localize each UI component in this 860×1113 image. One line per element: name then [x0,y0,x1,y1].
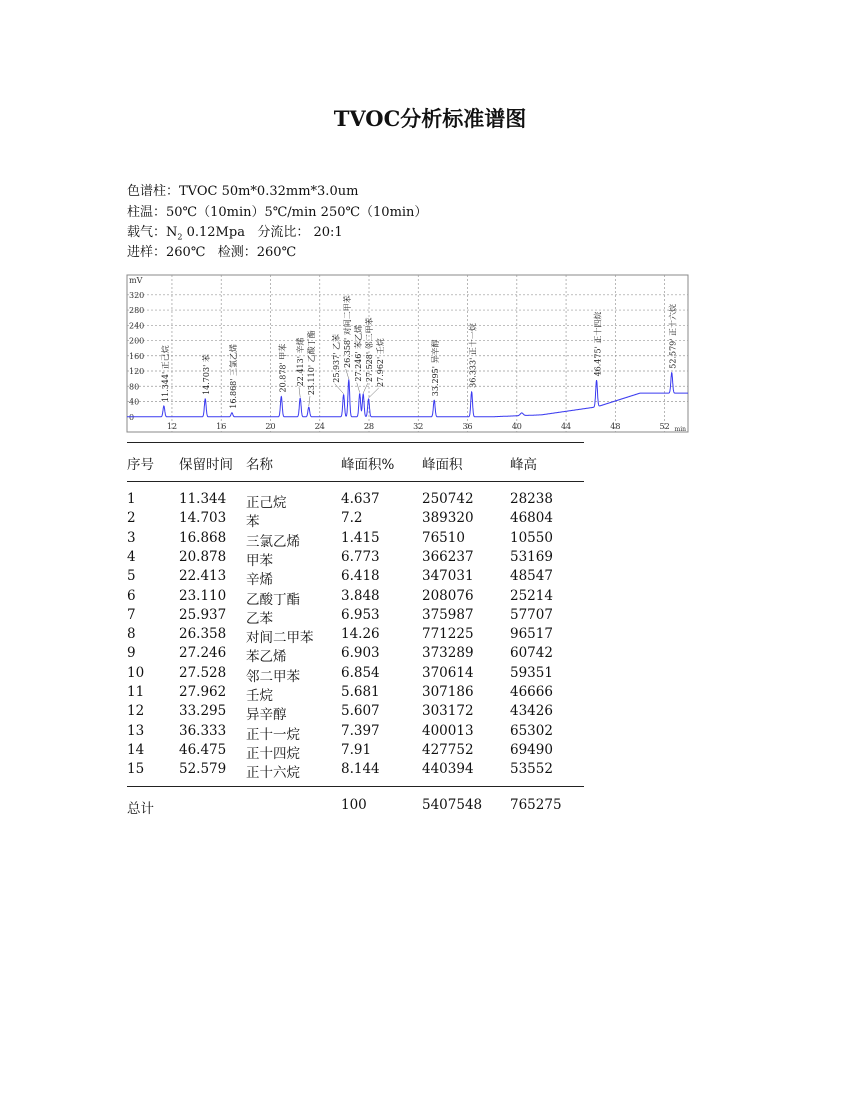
x-tick-label: 52 [659,422,670,431]
table-cell: 6.773 [341,548,380,565]
peak-label [201,354,211,395]
table-cell: 异辛醇 [246,707,287,724]
column-header: 序号 [127,457,154,473]
table-cell: 375987 [422,606,474,623]
peak-rt: 25.937 [331,354,341,383]
table-cell: 28238 [510,491,553,507]
peak-rt: 46.475 [593,348,603,377]
peak-label [295,338,305,387]
peak-name: 正己烷 [160,345,170,370]
table-cell: 7.2 [341,510,363,527]
table-cell: 400013 [422,722,474,739]
column-header: 峰面积 [422,457,463,473]
table-cell: 6 [127,587,136,604]
table-cell: 26.358 [179,626,227,643]
peak-label [668,304,678,369]
table-cell: 46804 [510,510,553,527]
y-tick-label: 240 [129,321,145,331]
peak-prime: ' [375,354,385,359]
table-cell: 10 [127,664,145,681]
y-tick-label: 320 [129,290,145,300]
table-cell: 乙苯 [246,610,273,627]
table-cell: 13 [127,722,145,739]
table-cell: 正己烷 [246,495,287,511]
inlet-info: 进样：260℃ 检测：260℃ [127,245,297,260]
table-cell: 正十一烷 [246,726,300,743]
peak-label [277,344,287,393]
table-cell: 33.295 [179,703,227,720]
table-cell: 3 [127,529,136,546]
x-tick-label: 36 [462,422,473,431]
table-cell: 25.937 [179,606,227,623]
y-axis-label: mV [129,276,143,285]
x-tick-label: 32 [413,422,424,431]
peak-prime: ' [278,359,288,365]
table-top-rule [127,442,584,443]
table-cell: 9 [127,645,136,662]
y-tick-label: 120 [129,367,145,377]
x-tick-label: 20 [265,422,276,431]
table-cell: 366237 [422,548,474,565]
table-cell: 440394 [422,761,474,778]
table-cell: 12 [127,703,145,720]
table-cell: 27.246 [179,645,227,662]
table-cell: 7.397 [341,722,380,739]
y-tick-label: 0 [129,412,135,422]
peak-name: 乙苯 [331,334,341,351]
table-cell: 36.333 [179,722,227,739]
table-cell: 46.475 [179,741,227,758]
peak-rt: 26.358 [342,339,352,368]
table-cell: 5 [127,568,136,585]
table-cell: 对间二甲苯 [246,630,314,647]
table-cell: 1 [127,491,136,507]
peak-prime: ' [431,363,441,369]
peak-rt: 14.703 [202,366,212,395]
table-cell: 27.528 [179,664,227,681]
peak-label [228,344,238,409]
table-cell: 65302 [510,722,553,739]
table-cell: 1.415 [341,529,380,546]
table-cell: 7.91 [341,741,372,758]
table-cell: 59351 [510,664,553,681]
peak-rt: 27.962 [375,358,385,387]
table-cell: 76510 [422,529,465,546]
peak-label [430,339,440,396]
column-header: 保留时间 [179,457,233,473]
total-cell: 5407548 [422,797,483,813]
table-cell: 5.681 [341,684,380,700]
table-cell: 4 [127,548,136,565]
table-cell: 14 [127,741,145,758]
peak-prime: ' [342,335,352,340]
table-cell: 370614 [422,664,474,681]
table-cell: 11 [127,684,145,700]
table-cell: 57707 [510,606,553,623]
peak-rt: 52.579 [668,340,678,369]
peak-prime: ' [228,375,238,381]
peak-name: 三氯乙烯 [228,343,238,376]
table-cell: 7 [127,606,136,623]
peak-rt: 27.246 [353,353,363,382]
peak-name: 辛烯 [295,337,305,354]
table-cell: 11.344 [179,491,227,507]
table-cell: 771225 [422,626,474,643]
table-cell: 正十四烷 [246,745,300,762]
table-cell: 乙酸丁酯 [246,591,300,608]
table-cell: 69490 [510,741,553,758]
column-info: 色谱柱：TVOC 50m*0.32mm*3.0um [127,184,359,199]
table-cell: 苯乙烯 [246,649,287,666]
table-cell: 邻二甲苯 [246,668,300,685]
x-axis-label: min [674,426,686,433]
total-cell: 765275 [510,797,562,813]
peak-rt: 23.110 [306,367,316,396]
table-cell: 53169 [510,548,553,565]
table-cell: 53552 [510,761,553,778]
peak-prime: ' [593,343,603,349]
table-cell: 10550 [510,529,553,546]
table-bottom-rule [127,786,584,787]
oven-info: 柱温：50℃（10min）5℃/min 250℃（10min） [127,205,428,220]
peak-name: 苯 [202,354,212,363]
peak-label [364,317,374,382]
peak-name: 异辛醇 [431,339,441,364]
chromatogram [126,274,690,434]
table-cell: 52.579 [179,761,227,778]
x-tick-label: 16 [216,422,227,431]
peak-prime: ' [331,350,341,355]
peak-name: 苯乙烯 [353,324,363,349]
table-cell: 正十六烷 [246,765,300,782]
carrier-sub: 2 [177,232,183,242]
peak-label [375,338,385,387]
peak-rt: 11.344 [160,374,170,403]
table-cell: 46666 [510,684,553,700]
x-tick-label: 48 [610,422,621,431]
peak-prime: ' [468,355,478,360]
peak-name: 正十四烷 [593,311,603,344]
column-header: 名称 [246,457,273,473]
plot-frame [127,275,688,432]
table-cell: 373289 [422,645,474,662]
table-cell: 347031 [422,568,474,585]
y-tick-label: 40 [129,397,140,407]
peak-label [331,334,341,383]
peak-rt: 27.528 [364,354,374,383]
peak-name: 壬烷 [375,338,385,355]
table-cell: 辛烯 [246,572,273,589]
peak-label [468,323,478,388]
peak-name: 乙酸丁酯 [306,330,316,363]
x-tick-label: 44 [560,422,572,431]
peak-label [306,330,316,395]
peak-name: 邻二甲苯 [364,317,374,350]
column-header: 峰面积% [341,457,395,473]
peak-prime: ' [306,362,316,368]
table-cell: 43426 [510,703,553,720]
table-cell: 48547 [510,568,553,585]
table-cell: 6.903 [341,645,380,662]
peak-rt: 36.333 [468,359,478,388]
peak-name: 甲苯 [278,343,288,360]
table-cell: 60742 [510,645,553,662]
peak-name: 对间二甲苯 [342,295,352,336]
table-cell: 14.703 [179,510,227,527]
table-cell: 307186 [422,684,474,700]
table-cell: 250742 [422,491,474,507]
peak-prime: ' [202,362,212,367]
table-cell: 16.868 [179,529,227,546]
table-header-rule [127,481,584,482]
peak-rt: 33.295 [431,368,441,397]
peak-prime: ' [353,348,363,354]
peak-name: 正十六烷 [668,303,678,336]
peak-name: 正十一烷 [468,323,478,356]
carrier-prefix: 载气：N [127,225,178,240]
table-cell: 14.26 [341,626,380,643]
table-cell: 25214 [510,587,553,604]
peak-label [342,295,352,368]
table-cell: 6.854 [341,664,380,681]
table-cell: 8.144 [341,761,380,778]
table-cell: 6.953 [341,606,380,623]
x-tick-label: 24 [314,422,325,431]
table-cell: 2 [127,510,136,527]
peak-rt: 16.868 [228,380,238,409]
table-cell: 23.110 [179,587,227,604]
peak-label [160,345,170,402]
table-cell: 20.878 [179,548,227,565]
table-cell: 苯 [246,514,260,531]
table-cell: 427752 [422,741,474,758]
table-cell: 5.607 [341,703,380,720]
peak-prime: ' [295,353,305,359]
table-cell: 三氯乙烯 [246,533,300,550]
page-title: TVOC分析标准谱图 [333,106,527,131]
table-cell: 8 [127,626,136,643]
table-cell: 6.418 [341,568,380,585]
table-cell: 壬烷 [246,688,273,704]
table-cell: 3.848 [341,587,380,604]
table-cell: 15 [127,761,145,778]
table-cell: 27.962 [179,684,227,700]
peak-rt: 22.413 [295,358,305,387]
table-cell: 303172 [422,703,474,720]
y-tick-label: 280 [129,306,145,316]
peak-label [593,312,603,377]
column-header: 峰高 [510,457,537,473]
peak-prime: ' [364,349,374,355]
carrier-info [127,221,343,242]
y-tick-label: 160 [129,351,145,361]
peak-prime: ' [668,335,678,341]
x-tick-label: 40 [511,422,522,431]
total-cell: 100 [341,797,367,813]
table-cell: 208076 [422,587,474,604]
table-cell: 22.413 [179,568,227,585]
x-tick-label: 12 [166,422,178,431]
y-tick-label: 200 [129,336,145,346]
peak-rt: 20.878 [278,364,288,393]
total-cell: 总计 [127,801,154,817]
carrier-rest: 0.12Mpa 分流比： 20:1 [182,225,343,240]
peak-label [353,325,363,382]
table-cell: 甲苯 [246,552,273,569]
peak-prime: ' [160,369,170,375]
table-cell: 389320 [422,510,474,527]
x-tick-label: 28 [363,422,375,431]
y-tick-label: 80 [129,382,140,392]
table-cell: 4.637 [341,491,380,507]
table-cell: 96517 [510,626,553,643]
